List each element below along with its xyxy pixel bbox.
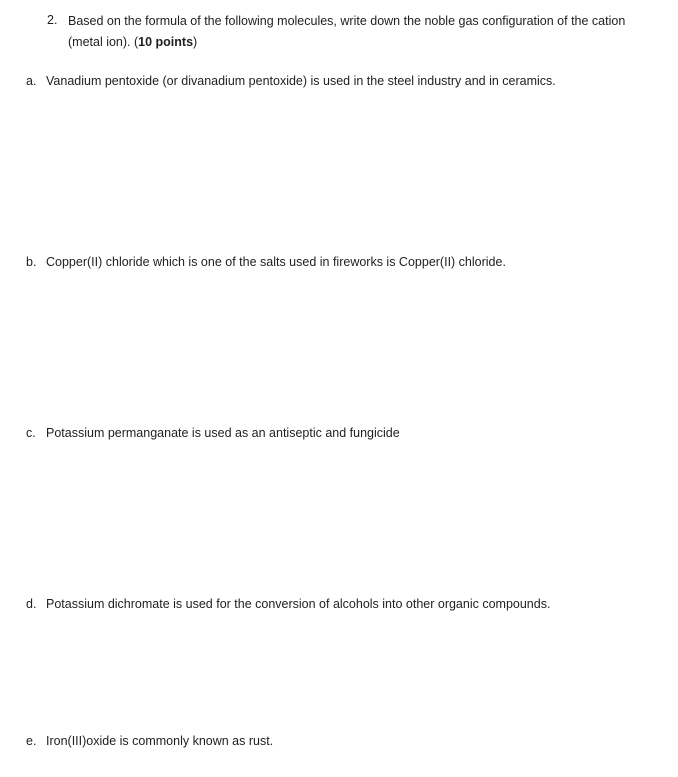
list-item-d xyxy=(26,596,550,612)
item-letter: e. xyxy=(26,734,37,748)
list-item-b xyxy=(26,254,506,270)
list-item-a xyxy=(26,73,556,89)
item-text: Potassium permanganate is used as an antiseptic and fungicide xyxy=(46,426,400,440)
item-text: Iron(III)oxide is commonly known as rust. xyxy=(46,734,274,748)
question-text-line2-suffix: ) xyxy=(193,35,198,49)
item-letter: c. xyxy=(26,426,36,440)
item-letter: a. xyxy=(26,74,37,88)
item-letter: b. xyxy=(26,255,37,269)
question-number: 2. xyxy=(47,13,58,27)
question-text-line2 xyxy=(68,34,197,50)
item-letter: d. xyxy=(26,597,37,611)
item-text: Vanadium pentoxide (or divanadium pentoxide) is used in the steel industry and in ceramics. xyxy=(46,74,556,88)
list-item-e xyxy=(26,733,273,749)
item-text: Potassium dichromate is used for the conversion of alcohols into other organic compounds. xyxy=(46,597,551,611)
question-points: 10 points xyxy=(138,35,194,49)
question-text-line2-prefix: (metal ion). ( xyxy=(68,35,139,49)
list-item-c xyxy=(26,425,400,441)
item-text: Copper(II) chloride which is one of the salts used in fireworks is Copper(II) chloride. xyxy=(46,255,506,269)
question-text-line1: Based on the formula of the following molecules, write down the noble gas configuration of the cation xyxy=(68,14,626,28)
